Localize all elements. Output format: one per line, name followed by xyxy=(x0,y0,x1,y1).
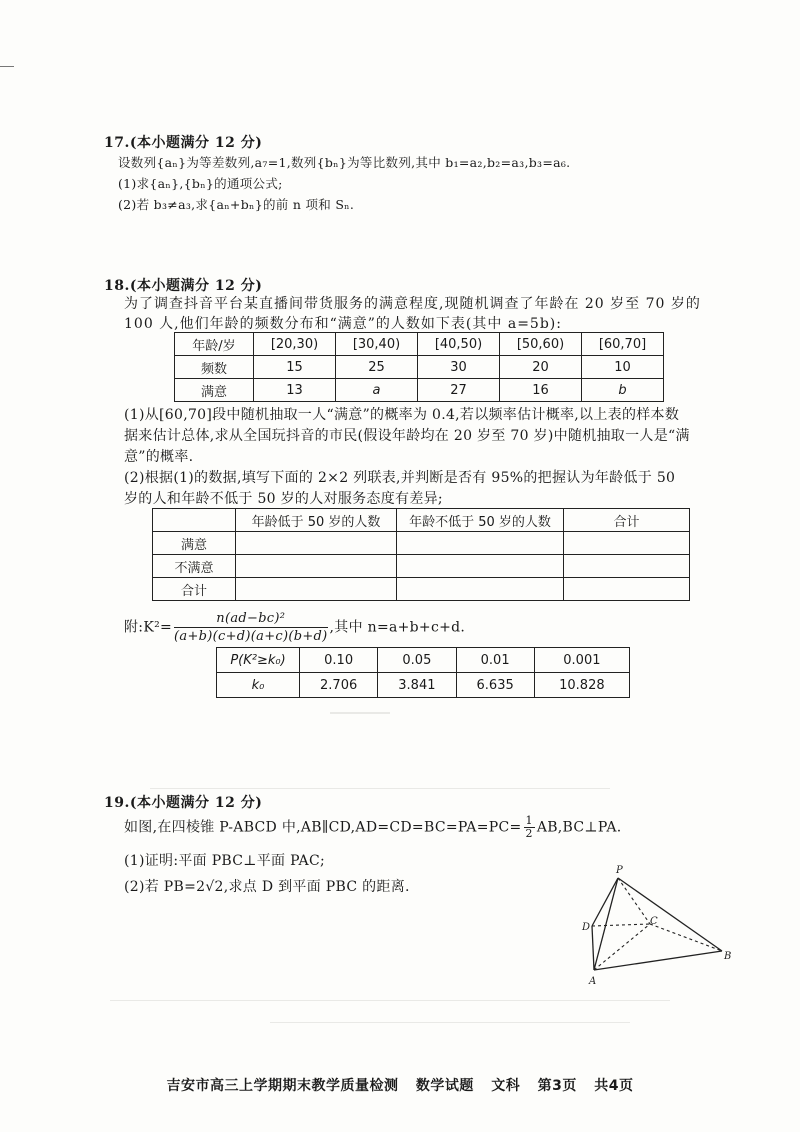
table-cell: 16 xyxy=(500,379,582,402)
table-row xyxy=(153,532,690,555)
label-P: P xyxy=(616,865,623,876)
q18-part2-line2: 岁的人和年龄不低于 50 岁的人对服务态度有差异; xyxy=(124,491,443,507)
chi-square-formula xyxy=(124,610,465,645)
table-cell: 年龄低于 50 岁的人数 xyxy=(236,509,397,532)
blank-cell xyxy=(397,555,564,578)
table-cell: b xyxy=(582,379,664,402)
table-cell: 0.10 xyxy=(300,648,378,673)
contingency-table xyxy=(152,508,690,601)
pyramid-figure xyxy=(580,860,740,990)
q19-part2: (2)若 PB=2√2,求点 D 到平面 PBC 的距离. xyxy=(124,879,410,895)
formula-denominator: (a+b)(c+d)(a+c)(b+d) xyxy=(174,629,328,644)
table-cell: [20,30) xyxy=(254,333,336,356)
table-cell: 0.05 xyxy=(378,648,456,673)
bleed-through-mark xyxy=(270,1022,630,1023)
table-cell: a xyxy=(336,379,418,402)
label-B: B xyxy=(724,951,732,962)
edge-PC xyxy=(618,878,650,924)
table-cell: 10 xyxy=(582,356,664,379)
blank-cell xyxy=(564,555,690,578)
table-cell: 15 xyxy=(254,356,336,379)
table-row xyxy=(217,648,630,673)
table-cell: 年龄/岁 xyxy=(175,333,254,356)
table-cell: 27 xyxy=(418,379,500,402)
q18-heading: 18.(本小题满分 12 分) xyxy=(104,278,263,294)
blank-cell xyxy=(564,532,690,555)
edge-CB xyxy=(650,924,722,951)
footer-subject: 数学试题 xyxy=(415,1078,474,1094)
formula-fraction xyxy=(174,610,328,645)
edge-DA xyxy=(592,926,594,970)
formula-suffix: ,其中 n=a+b+c+d. xyxy=(329,619,466,636)
table-cell: 3.841 xyxy=(378,673,456,698)
edge-PD xyxy=(592,878,618,926)
table-cell: 25 xyxy=(336,356,418,379)
table-cell: 不满意 xyxy=(153,555,236,578)
blank-cell xyxy=(397,578,564,601)
q19-part1: (1)证明:平面 PBC⊥平面 PAC; xyxy=(124,853,325,869)
q18-part1-line2: 据来估计总体,求从全国玩抖音的市民(假设年龄均在 20 岁至 70 岁)中随机抽取一人是“满 xyxy=(124,428,690,444)
table-cell: [40,50) xyxy=(418,333,500,356)
table-cell: 30 xyxy=(418,356,500,379)
q19-intro xyxy=(124,815,621,840)
table-cell xyxy=(153,509,236,532)
footer-exam-name: 吉安市高三上学期期末教学质量检测 xyxy=(166,1078,399,1094)
q19-intro-tail: AB,BC⊥PA. xyxy=(536,819,622,836)
blank-cell xyxy=(564,578,690,601)
edge-PB xyxy=(618,878,722,951)
label-D: D xyxy=(582,922,591,933)
q17-heading: 17.(本小题满分 12 分) xyxy=(104,135,263,151)
bleed-through-mark xyxy=(110,1000,670,1001)
q19-intro-text: 如图,在四棱锥 P-ABCD 中,AB∥CD,AD=CD=BC=PA=PC= xyxy=(124,819,522,836)
blank-cell xyxy=(397,532,564,555)
frequency-table-header xyxy=(175,333,664,356)
table-row xyxy=(175,379,664,402)
bleed-through-mark xyxy=(150,788,610,789)
critical-value-table xyxy=(216,647,630,698)
q18-part1-line3: 意”的概率. xyxy=(124,449,194,465)
one-half-fraction xyxy=(524,815,535,840)
table-cell: 20 xyxy=(500,356,582,379)
footer-page-number: 第3页 xyxy=(537,1078,577,1094)
q18-intro-line1: 为了调查抖音平台某直播间带货服务的满意程度,现随机调查了年龄在 20 岁至 70 岁的 xyxy=(124,296,701,312)
edge-PA xyxy=(594,878,618,970)
table-cell: 频数 xyxy=(175,356,254,379)
fraction-numerator: 1 xyxy=(525,814,533,827)
page-footer xyxy=(0,1075,800,1095)
label-C: C xyxy=(650,916,658,927)
blank-cell xyxy=(236,532,397,555)
table-cell: 0.01 xyxy=(456,648,534,673)
bleed-through-mark xyxy=(330,712,390,714)
contingency-table-header xyxy=(153,509,690,532)
edge-DC xyxy=(592,924,650,926)
formula-numerator: n(ad−bc)² xyxy=(174,610,328,628)
table-cell: 满意 xyxy=(153,532,236,555)
blank-cell xyxy=(236,555,397,578)
table-cell: 年龄不低于 50 岁的人数 xyxy=(397,509,564,532)
table-cell: k₀ xyxy=(217,673,300,698)
table-cell: 满意 xyxy=(175,379,254,402)
q17-part1: (1)求{aₙ},{bₙ}的通项公式; xyxy=(118,176,283,191)
q17-part2: (2)若 b₃≠a₃,求{aₙ+bₙ}的前 n 项和 Sₙ. xyxy=(118,197,355,212)
table-cell: 合计 xyxy=(153,578,236,601)
table-row xyxy=(153,578,690,601)
table-cell: 6.635 xyxy=(456,673,534,698)
label-A: A xyxy=(589,976,597,987)
table-cell: 10.828 xyxy=(534,673,629,698)
table-row xyxy=(153,555,690,578)
table-cell: 2.706 xyxy=(300,673,378,698)
table-cell: P(K²≥k₀) xyxy=(217,648,300,673)
table-row xyxy=(217,673,630,698)
q19-heading: 19.(本小题满分 12 分) xyxy=(104,795,263,811)
table-cell: [60,70] xyxy=(582,333,664,356)
fraction-denominator: 2 xyxy=(525,827,533,840)
footer-track: 文科 xyxy=(491,1078,521,1094)
q18-intro-line2: 100 人,他们年龄的频数分布和“满意”的人数如下表(其中 a=5b): xyxy=(124,316,562,332)
q18-part1-line1: (1)从[60,70]段中随机抽取一人“满意”的概率为 0.4,若以频率估计概率,以上表的样本数 xyxy=(124,407,680,423)
blank-cell xyxy=(236,578,397,601)
frequency-table xyxy=(174,332,664,402)
footer-page-total: 共4页 xyxy=(594,1078,634,1094)
table-cell: [50,60) xyxy=(500,333,582,356)
q17-intro: 设数列{aₙ}为等差数列,a₇=1,数列{bₙ}为等比数列,其中 b₁=a₂,b₂=a₃,b₃=a₆. xyxy=(118,155,571,170)
scan-mark xyxy=(0,66,14,67)
table-row xyxy=(175,356,664,379)
formula-prefix: 附:K²= xyxy=(124,619,173,636)
table-cell: [30,40) xyxy=(336,333,418,356)
q18-part2-line1: (2)根据(1)的数据,填写下面的 2×2 列联表,并判断是否有 95%的把握认为年龄低于 50 xyxy=(124,470,676,486)
table-cell: 0.001 xyxy=(534,648,629,673)
table-cell: 合计 xyxy=(564,509,690,532)
table-cell: 13 xyxy=(254,379,336,402)
